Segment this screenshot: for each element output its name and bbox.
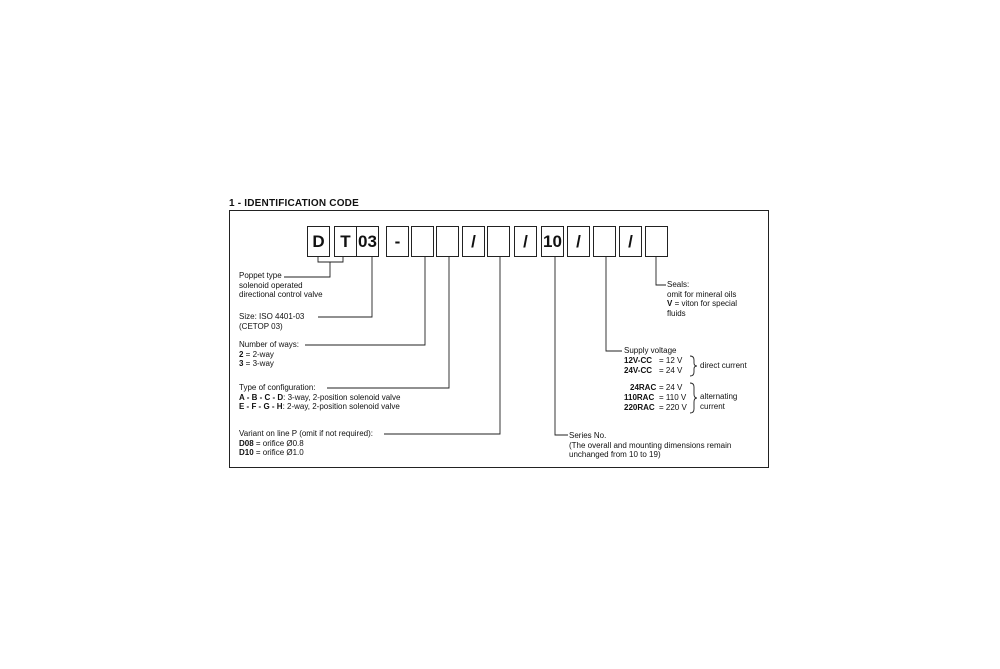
- code-cell-3: 03: [356, 226, 379, 257]
- dc-option-1-value: = 12 V: [659, 356, 683, 365]
- size-leader: [318, 257, 372, 317]
- ac-option-1-code: 24RAC: [630, 383, 657, 392]
- dc-option-2-value: = 24 V: [659, 366, 683, 375]
- seals-leader: [656, 257, 666, 285]
- poppet-bracket: [318, 257, 343, 262]
- variant-label: Variant on line P (omit if not required): D08 = orifice Ø0.8 D10 = orifice Ø1.0: [239, 429, 373, 457]
- section-title: 1 - IDENTIFICATION CODE: [229, 198, 359, 209]
- code-cell-4: -: [386, 226, 409, 257]
- code-cell-2: T: [334, 226, 357, 257]
- supply-leader: [606, 257, 622, 351]
- code-cell-7: /: [462, 226, 485, 257]
- ac-brace: [690, 383, 697, 413]
- ac-option-3-value: = 220 V: [659, 403, 687, 412]
- dc-brace: [690, 356, 697, 376]
- code-cell-10: 10: [541, 226, 564, 257]
- ac-option-3-code: 220RAC: [624, 403, 655, 412]
- ways-leader: [305, 257, 425, 345]
- config-leader: [327, 257, 449, 388]
- dc-option-2-code: 24V-CC: [624, 366, 653, 375]
- dc-label: direct current: [700, 361, 747, 370]
- series-leader: [555, 257, 568, 435]
- code-cell-13: /: [619, 226, 642, 257]
- code-cell-9: /: [514, 226, 537, 257]
- configuration-label: Type of configuration: A - B - C - D: 3-way, 2-position solenoid valve E - F - G - H: 2-way, 2-position solenoid valve: [239, 383, 401, 411]
- variant-leader: [384, 257, 500, 434]
- ac-label: alternating current: [700, 392, 738, 411]
- supply-voltage-heading: Supply voltage: [624, 346, 677, 355]
- ways-label: Number of ways: 2 = 2-way 3 = 3-way: [239, 340, 300, 368]
- code-cell-11: /: [567, 226, 590, 257]
- dc-option-1-code: 12V-CC: [624, 356, 653, 365]
- ac-option-2-code: 110RAC: [624, 393, 655, 402]
- ac-option-2-value: = 110 V: [659, 393, 687, 402]
- poppet-label: Poppet type solenoid operated directional control valve: [239, 271, 323, 299]
- series-label: Series No. (The overall and mounting dimensions remain unchanged from 10 to 19): [569, 431, 732, 459]
- code-cell-1: D: [307, 226, 330, 257]
- seals-label: Seals: omit for mineral oils V = viton for special fluids: [667, 280, 738, 318]
- ac-option-1-value: = 24 V: [659, 383, 683, 392]
- size-label: Size: ISO 4401-03 (CETOP 03): [239, 312, 305, 331]
